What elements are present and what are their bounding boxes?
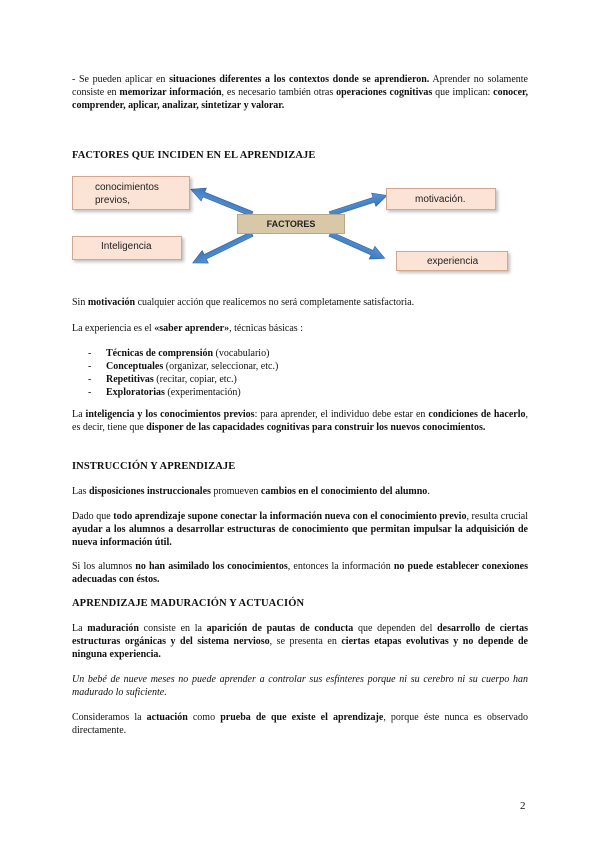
motivacion-paragraph: Sin motivación cualquier acción que realicemos no será completamente satisfactoria. (72, 297, 415, 308)
disposiciones-paragraph: Las disposiciones instruccionales promueven cambios en el conocimiento del alumno. (72, 486, 430, 497)
list-item: - Técnicas de comprensión (vocabulario) (88, 347, 278, 360)
list-item: - Repetitivas (recitar, copiar, etc.) (88, 373, 278, 386)
inteligencia-paragraph: La inteligencia y los conocimientos previos: para aprender, el individuo debe estar en condiciones de hacerlo, es decir, tiene que disponer de las capacidades cognitivas para construir los nuevos conocimientos. (72, 409, 528, 433)
box-conocimientos-previos: conocimientos previos, (72, 176, 190, 210)
maduracion-heading: APRENDIZAJE MADURACIÓN Y ACTUACIÓN (72, 598, 305, 609)
factores-center-box: FACTORES (237, 214, 345, 234)
maduracion-paragraph: La maduración consiste en la aparición de pautas de conducta que dependen del desarrollo de ciertas estructuras orgánicas y del sistema nervioso, se presenta en ciertas etapas evolutivas y no depende de ninguna experiencia. (72, 623, 528, 660)
actuacion-paragraph: Consideramos la actuación como prueba de que existe el aprendizaje, porque éste nunca es observado directamente. (72, 712, 528, 736)
asimilado-paragraph: Si los alumnos no han asimilado los conocimientos, entonces la información no puede establecer conexiones adecuadas con éstos. (72, 561, 528, 585)
list-item: - Exploratorias (experimentación) (88, 386, 278, 399)
instruccion-heading: INSTRUCCIÓN Y APRENDIZAJE (72, 461, 236, 472)
box-experiencia: experiencia (396, 251, 508, 271)
dado-que-paragraph: Dado que todo aprendizaje supone conectar la información nueva con el conocimiento previo, resulta crucial ayudar a los alumnos a desarrollar estructuras de conocimiento que permitan impulsar la adquisición de nueva información útil. (72, 511, 529, 548)
experiencia-paragraph: La experiencia es el «saber aprender», técnicas básicas : (72, 323, 303, 334)
ejemplo-paragraph: Un bebé de nueve meses no puede aprender a controlar sus esfínteres porque ni su cerebro ni su cuerpo han madurado lo suficiente. (72, 674, 528, 698)
factores-heading: FACTORES QUE INCIDEN EN EL APRENDIZAJE (72, 150, 316, 161)
tecnicas-list (88, 347, 278, 399)
intro-paragraph: - Se pueden aplicar en situaciones diferentes a los contextos donde se aprendieron. Aprender no solamente consiste en memorizar información, es necesario también otras operaciones cognitivas que implican: conocer, comprender, aplicar, analizar, sintetizar y valorar. (72, 74, 529, 111)
box-inteligencia: Inteligencia (72, 236, 182, 260)
list-item: - Conceptuales (organizar, seleccionar, etc.) (88, 360, 278, 373)
page-number: 2 (520, 800, 526, 812)
box-motivacion: motivación. (386, 188, 496, 210)
